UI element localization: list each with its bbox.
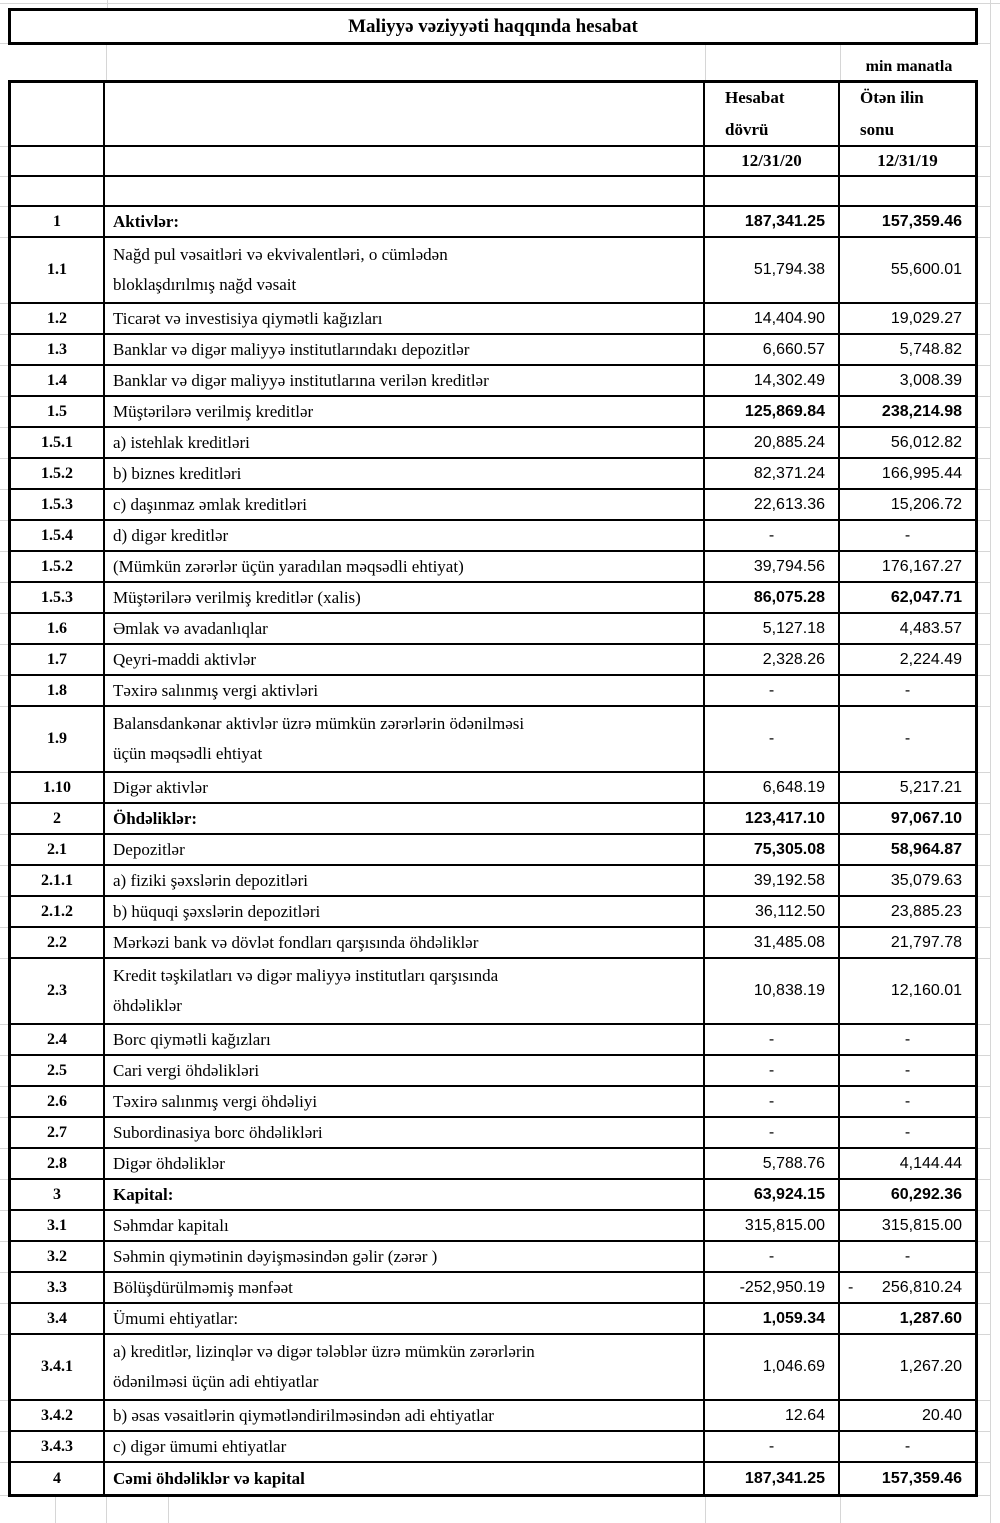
table-row bbox=[11, 1149, 975, 1180]
report-title-box bbox=[8, 8, 978, 45]
row-label-line: b) əsas vəsaitlərin qiymətləndirilməsindən adi ehtiyatlar bbox=[113, 1405, 494, 1425]
row-label-line: Səhmdar kapitalı bbox=[113, 1215, 229, 1235]
value-current: 63,924.15 bbox=[705, 1180, 840, 1209]
row-label-line: Nağd pul vəsaitləri və ekvivalentləri, o cümlədən bbox=[113, 245, 448, 264]
value-prior: 4,483.57 bbox=[899, 619, 962, 637]
unit-note-row bbox=[8, 45, 978, 80]
row-number: 1.1 bbox=[11, 238, 105, 302]
value-prior bbox=[840, 1273, 975, 1302]
value-prior: - bbox=[904, 1030, 911, 1048]
value-prior: 176,167.27 bbox=[881, 557, 962, 575]
row-label bbox=[105, 1056, 705, 1085]
value-prior: - bbox=[904, 1061, 911, 1079]
row-label bbox=[105, 459, 705, 488]
row-label-line: c) digər ümumi ehtiyatlar bbox=[113, 1436, 287, 1456]
table-row bbox=[11, 614, 975, 645]
table-row bbox=[11, 397, 975, 428]
row-label bbox=[105, 676, 705, 705]
row-label-line: Subordinasiya borc öhdəlikləri bbox=[113, 1122, 323, 1142]
row-number: 1 bbox=[11, 207, 105, 236]
row-number: 2.5 bbox=[11, 1056, 105, 1085]
row-label bbox=[105, 1242, 705, 1271]
row-label bbox=[105, 1401, 705, 1430]
value-prior: 35,079.63 bbox=[890, 871, 962, 889]
table-row bbox=[11, 897, 975, 928]
row-label bbox=[105, 614, 705, 643]
value-prior: 3,008.39 bbox=[899, 371, 962, 389]
row-label-line: Digər öhdəliklər bbox=[113, 1153, 225, 1173]
table-row bbox=[11, 335, 975, 366]
value-current: 22,613.36 bbox=[705, 490, 840, 519]
value-current: 10,838.19 bbox=[705, 959, 840, 1023]
empty-cell bbox=[705, 177, 840, 205]
row-label-line: Ümumi ehtiyatlar: bbox=[113, 1308, 239, 1328]
table-row bbox=[11, 490, 975, 521]
row-label bbox=[105, 835, 705, 864]
row-number: 3.2 bbox=[11, 1242, 105, 1271]
value-prior: 60,292.36 bbox=[890, 1185, 962, 1203]
row-number: 2.4 bbox=[11, 1025, 105, 1054]
row-label bbox=[105, 490, 705, 519]
row-number: 1.5.2 bbox=[11, 459, 105, 488]
row-number: 1.5.4 bbox=[11, 521, 105, 550]
header-description-cell bbox=[105, 83, 705, 145]
row-number: 4 bbox=[11, 1463, 105, 1494]
table-date-row bbox=[11, 147, 975, 177]
value-current: - bbox=[705, 1118, 840, 1147]
header-prior-period-line2: sonu bbox=[860, 120, 895, 139]
value-current: - bbox=[705, 1432, 840, 1461]
value-current: - bbox=[705, 1242, 840, 1271]
row-number: 1.4 bbox=[11, 366, 105, 395]
sheet-gridline bbox=[705, 1497, 706, 1523]
value-current: 125,869.84 bbox=[705, 397, 840, 426]
value-current: 39,192.58 bbox=[705, 866, 840, 895]
row-label bbox=[105, 1087, 705, 1116]
row-number: 3.4.2 bbox=[11, 1401, 105, 1430]
value-current: 75,305.08 bbox=[705, 835, 840, 864]
row-label-line: Ticarət və investisiya qiymətli kağızları bbox=[113, 308, 383, 328]
row-number: 3.1 bbox=[11, 1211, 105, 1240]
row-number: 3.3 bbox=[11, 1273, 105, 1302]
sheet-gridline bbox=[106, 1497, 107, 1523]
header-current-period-line1: Hesabat bbox=[725, 88, 785, 107]
row-label-line: (Mümkün zərərlər üçün yaradılan məqsədli ehtiyat) bbox=[113, 556, 464, 576]
value-prior: 62,047.71 bbox=[890, 588, 962, 606]
value-current: - bbox=[705, 1087, 840, 1116]
value-current: - bbox=[705, 707, 840, 771]
row-number: 1.10 bbox=[11, 773, 105, 802]
row-label-line: Müştərilərə verilmiş kreditlər bbox=[113, 401, 314, 421]
value-prior: 315,815.00 bbox=[881, 1216, 962, 1234]
value-prior: - bbox=[904, 730, 911, 747]
value-current: - bbox=[705, 1025, 840, 1054]
row-label bbox=[105, 304, 705, 333]
value-current: 36,112.50 bbox=[705, 897, 840, 926]
row-label bbox=[105, 1118, 705, 1147]
row-number: 2.1.1 bbox=[11, 866, 105, 895]
table-row bbox=[11, 1463, 975, 1494]
row-label bbox=[105, 1463, 705, 1494]
empty-cell bbox=[840, 177, 975, 205]
header-current-period-line2: dövrü bbox=[725, 120, 769, 139]
table-row bbox=[11, 1401, 975, 1432]
row-number: 1.5.2 bbox=[11, 552, 105, 581]
value-prior: 157,359.46 bbox=[881, 212, 962, 230]
value-current: 123,417.10 bbox=[705, 804, 840, 833]
row-label bbox=[105, 959, 705, 1023]
table-row bbox=[11, 459, 975, 490]
row-number: 1.6 bbox=[11, 614, 105, 643]
value-prior: - bbox=[904, 526, 911, 544]
row-label-line: Öhdəliklər: bbox=[113, 808, 198, 828]
row-number: 1.5.1 bbox=[11, 428, 105, 457]
value-prior: 157,359.46 bbox=[881, 1469, 962, 1487]
current-period-date: 12/31/20 bbox=[705, 147, 840, 175]
table-row bbox=[11, 959, 975, 1025]
row-number: 1.5 bbox=[11, 397, 105, 426]
value-current: 31,485.08 bbox=[705, 928, 840, 957]
value-prior: 166,995.44 bbox=[881, 464, 962, 482]
value-prior: 20.40 bbox=[921, 1406, 962, 1424]
row-label-line: Səhmin qiymətinin dəyişməsindən gəlir (zərər ) bbox=[113, 1246, 438, 1266]
value-prior: 1,267.20 bbox=[899, 1358, 962, 1375]
row-label-line: d) digər kreditlər bbox=[113, 525, 229, 545]
row-label bbox=[105, 866, 705, 895]
row-label bbox=[105, 521, 705, 550]
sheet-gridline bbox=[990, 0, 991, 1523]
row-label-line: üçün məqsədli ehtiyat bbox=[113, 744, 263, 763]
row-label-line: a) fiziki şəxslərin depozitləri bbox=[113, 870, 308, 890]
value-prior: 56,012.82 bbox=[890, 433, 962, 451]
table-row bbox=[11, 1025, 975, 1056]
empty-cell bbox=[11, 177, 105, 205]
row-label-line: Banklar və digər maliyyə institutlarındakı depozitlər bbox=[113, 339, 470, 359]
value-current: 86,075.28 bbox=[705, 583, 840, 612]
row-label-line: Digər aktivlər bbox=[113, 777, 208, 797]
row-number: 2.1 bbox=[11, 835, 105, 864]
header-prior-period-line1: Ötən ilin bbox=[860, 88, 924, 107]
value-prior: 2,224.49 bbox=[899, 650, 962, 668]
table-row bbox=[11, 238, 975, 304]
value-prior: 19,029.27 bbox=[890, 309, 962, 327]
value-prior: - bbox=[904, 1437, 911, 1455]
row-label-line: a) istehlak kreditləri bbox=[113, 432, 250, 452]
value-prior: 238,214.98 bbox=[881, 402, 962, 420]
row-number: 3.4 bbox=[11, 1304, 105, 1333]
row-label-line: Aktivlər: bbox=[113, 211, 180, 231]
row-number: 2.2 bbox=[11, 928, 105, 957]
value-prior: 5,748.82 bbox=[899, 340, 962, 358]
table-row bbox=[11, 707, 975, 773]
row-number: 2.6 bbox=[11, 1087, 105, 1116]
value-current: 315,815.00 bbox=[705, 1211, 840, 1240]
row-label-line: b) hüquqi şəxslərin depozitləri bbox=[113, 901, 321, 921]
value-prior: - bbox=[904, 681, 911, 699]
row-label-line: ödənilməsi üçün adi ehtiyatlar bbox=[113, 1372, 319, 1391]
table-row bbox=[11, 552, 975, 583]
sheet-gridline bbox=[55, 1497, 56, 1523]
value-current: -252,950.19 bbox=[705, 1273, 840, 1302]
table-row bbox=[11, 676, 975, 707]
row-number: 2.7 bbox=[11, 1118, 105, 1147]
date-number-cell bbox=[11, 147, 105, 175]
date-description-cell bbox=[105, 147, 705, 175]
value-prior: 12,160.01 bbox=[890, 982, 962, 999]
row-label-line: Əmlak və avadanlıqlar bbox=[113, 618, 268, 638]
value-current: 2,328.26 bbox=[705, 645, 840, 674]
value-current: 187,341.25 bbox=[705, 1463, 840, 1494]
table-row bbox=[11, 1304, 975, 1335]
value-current: 6,660.57 bbox=[705, 335, 840, 364]
row-label-line: Balansdankənar aktivlər üzrə mümkün zərərlərin ödənilməsi bbox=[113, 714, 525, 733]
value-prior: 97,067.10 bbox=[890, 809, 962, 827]
row-label bbox=[105, 428, 705, 457]
value-prior: 21,797.78 bbox=[890, 933, 962, 951]
row-label-line: Cari vergi öhdəlikləri bbox=[113, 1060, 260, 1080]
unit-note: min manatla bbox=[865, 58, 953, 75]
value-current: 20,885.24 bbox=[705, 428, 840, 457]
row-label-line: Kredit təşkilatları və digər maliyyə institutları qarşısında bbox=[113, 966, 499, 985]
value-current: - bbox=[705, 521, 840, 550]
row-label-line: Qeyri-maddi aktivlər bbox=[113, 649, 257, 669]
sheet-gridline bbox=[106, 45, 107, 80]
table-row bbox=[11, 1432, 975, 1463]
sheet-gridline bbox=[705, 45, 706, 80]
value-current: 5,788.76 bbox=[705, 1149, 840, 1178]
value-current: 12.64 bbox=[705, 1401, 840, 1430]
table-row bbox=[11, 304, 975, 335]
sheet-gridline bbox=[840, 1497, 841, 1523]
sheet-gridline bbox=[168, 1497, 169, 1523]
value-prior: 1,287.60 bbox=[899, 1309, 962, 1327]
row-number: 2 bbox=[11, 804, 105, 833]
row-label bbox=[105, 552, 705, 581]
value-current: 187,341.25 bbox=[705, 207, 840, 236]
header-prior-period bbox=[840, 83, 975, 145]
table-row bbox=[11, 645, 975, 676]
row-label bbox=[105, 804, 705, 833]
row-label bbox=[105, 1273, 705, 1302]
table-row bbox=[11, 804, 975, 835]
row-label bbox=[105, 773, 705, 802]
row-number: 1.8 bbox=[11, 676, 105, 705]
table-header-row bbox=[11, 83, 975, 147]
value-prior: - bbox=[904, 1123, 911, 1141]
row-label bbox=[105, 207, 705, 236]
value-current: 1,046.69 bbox=[705, 1335, 840, 1399]
row-label bbox=[105, 1304, 705, 1333]
sheet-gridline bbox=[0, 3, 1000, 4]
row-label bbox=[105, 1180, 705, 1209]
row-label-line: a) kreditlər, lizinqlər və digər tələblər üzrə mümkün zərərlərin bbox=[113, 1342, 535, 1361]
value-prior: 4,144.44 bbox=[899, 1154, 962, 1172]
table-empty-row bbox=[11, 177, 975, 207]
table-row bbox=[11, 1118, 975, 1149]
table-row bbox=[11, 835, 975, 866]
value-prior: - bbox=[904, 1092, 911, 1110]
table-row bbox=[11, 428, 975, 459]
value-current: 5,127.18 bbox=[705, 614, 840, 643]
row-label bbox=[105, 897, 705, 926]
row-label-line: öhdəliklər bbox=[113, 996, 182, 1015]
row-label-line: Təxirə salınmış vergi öhdəliyi bbox=[113, 1091, 318, 1111]
row-label bbox=[105, 1149, 705, 1178]
row-label bbox=[105, 928, 705, 957]
row-label-line: Təxirə salınmış vergi aktivləri bbox=[113, 680, 319, 700]
table-row bbox=[11, 773, 975, 804]
table-row bbox=[11, 928, 975, 959]
row-label-line: Mərkəzi bank və dövlət fondları qarşısında öhdəliklər bbox=[113, 932, 479, 952]
table-row bbox=[11, 1056, 975, 1087]
table-row bbox=[11, 207, 975, 238]
row-label bbox=[105, 335, 705, 364]
value-prior: 5,217.21 bbox=[899, 778, 962, 796]
value-current: 14,302.49 bbox=[705, 366, 840, 395]
row-label-line: Cəmi öhdəliklər və kapital bbox=[113, 1468, 305, 1488]
table-row bbox=[11, 521, 975, 552]
table-row bbox=[11, 1211, 975, 1242]
row-number: 2.3 bbox=[11, 959, 105, 1023]
value-current: - bbox=[705, 676, 840, 705]
value-prior: 55,600.01 bbox=[890, 261, 962, 278]
table-row bbox=[11, 866, 975, 897]
value-current: 14,404.90 bbox=[705, 304, 840, 333]
header-number-cell bbox=[11, 83, 105, 145]
row-label-line: Depozitlər bbox=[113, 839, 185, 859]
row-label bbox=[105, 1432, 705, 1461]
row-number: 2.8 bbox=[11, 1149, 105, 1178]
row-label bbox=[105, 1335, 705, 1399]
row-number: 1.5.3 bbox=[11, 583, 105, 612]
table-row bbox=[11, 1242, 975, 1273]
row-label-line: Bölüşdürülməmiş mənfəət bbox=[113, 1277, 293, 1297]
row-number: 1.9 bbox=[11, 707, 105, 771]
row-number: 3.4.1 bbox=[11, 1335, 105, 1399]
value-prior: - bbox=[904, 1247, 911, 1265]
row-label bbox=[105, 583, 705, 612]
header-current-period bbox=[705, 83, 840, 145]
row-number: 1.5.3 bbox=[11, 490, 105, 519]
value-prior: 23,885.23 bbox=[890, 902, 962, 920]
row-number: 1.3 bbox=[11, 335, 105, 364]
row-number: 1.2 bbox=[11, 304, 105, 333]
row-label bbox=[105, 238, 705, 302]
row-label bbox=[105, 397, 705, 426]
row-label bbox=[105, 1211, 705, 1240]
value-current: 51,794.38 bbox=[705, 238, 840, 302]
value-current: 82,371.24 bbox=[705, 459, 840, 488]
statement-table bbox=[8, 80, 978, 1497]
value-current: 1,059.34 bbox=[705, 1304, 840, 1333]
row-label-line: Kapital: bbox=[113, 1184, 174, 1204]
row-label bbox=[105, 645, 705, 674]
value-prior: 15,206.72 bbox=[890, 495, 962, 513]
row-number: 1.7 bbox=[11, 645, 105, 674]
empty-cell bbox=[105, 177, 705, 205]
table-row bbox=[11, 366, 975, 397]
row-label-line: bloklaşdırılmış nağd vəsait bbox=[113, 275, 297, 294]
value-prior-amount: 256,810.24 bbox=[881, 1278, 962, 1296]
value-current: - bbox=[705, 1056, 840, 1085]
row-label bbox=[105, 1025, 705, 1054]
row-number: 3.4.3 bbox=[11, 1432, 105, 1461]
report-title: Maliyyə vəziyyəti haqqında hesabat bbox=[348, 15, 638, 37]
prior-period-date: 12/31/19 bbox=[877, 151, 938, 170]
row-label-line: Banklar və digər maliyyə institutlarına verilən kreditlər bbox=[113, 370, 489, 390]
value-prior: 58,964.87 bbox=[890, 840, 962, 858]
row-label-line: Müştərilərə verilmiş kreditlər (xalis) bbox=[113, 587, 361, 607]
negative-sign: - bbox=[848, 1278, 854, 1296]
table-row bbox=[11, 1273, 975, 1304]
row-number: 2.1.2 bbox=[11, 897, 105, 926]
row-number: 3 bbox=[11, 1180, 105, 1209]
table-row bbox=[11, 1087, 975, 1118]
table-row bbox=[11, 1335, 975, 1401]
value-current: 39,794.56 bbox=[705, 552, 840, 581]
table-row bbox=[11, 583, 975, 614]
row-label-line: Borc qiymətli kağızları bbox=[113, 1029, 271, 1049]
sheet-gridline bbox=[107, 0, 108, 8]
row-label bbox=[105, 707, 705, 771]
row-label-line: b) biznes kreditləri bbox=[113, 463, 242, 483]
table-row bbox=[11, 1180, 975, 1211]
row-label bbox=[105, 366, 705, 395]
row-label-line: c) daşınmaz əmlak kreditləri bbox=[113, 494, 307, 514]
value-current: 6,648.19 bbox=[705, 773, 840, 802]
